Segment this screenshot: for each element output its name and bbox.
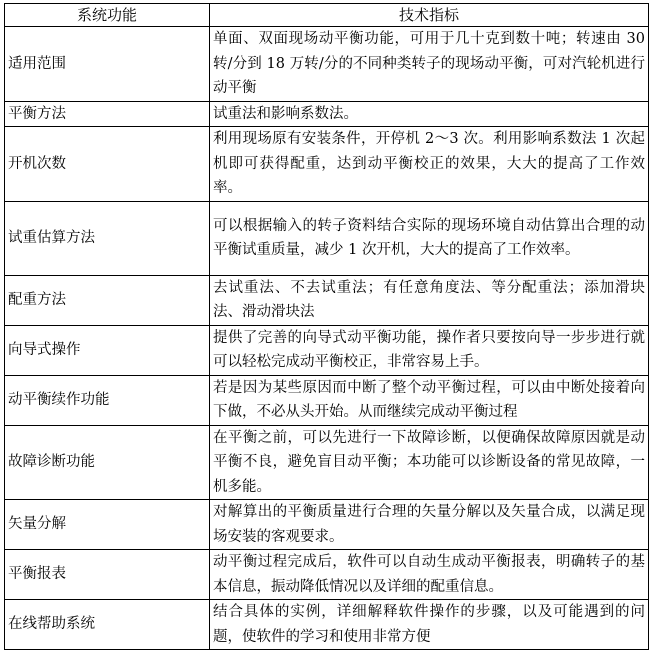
- table-row: [5, 550, 649, 600]
- spec-cell: 若是因为某些原因而中断了整个动平衡过程，可以由中断处接着向下做，不必从头开始。从而继续完成动平衡过程: [210, 375, 649, 425]
- header-function: 系统功能: [5, 4, 210, 27]
- table-row: [5, 127, 649, 202]
- function-cell: 开机次数: [5, 127, 210, 202]
- header-spec: 技术指标: [210, 4, 649, 27]
- spec-cell: 对解算出的平衡质量进行合理的矢量分解以及矢量合成，以满足现场安装的客观要求。: [210, 500, 649, 550]
- spec-table: [4, 3, 649, 650]
- function-cell: 配重方法: [5, 275, 210, 325]
- table-row: [5, 425, 649, 500]
- function-cell: 矢量分解: [5, 500, 210, 550]
- table-row: [5, 325, 649, 375]
- spec-cell: 利用现场原有安装条件，开停机 2～3 次。利用影响系数法 1 次起机即可获得配重，达到动平衡校正的效果，大大的提高了工作效率。: [210, 127, 649, 202]
- table-row: [5, 375, 649, 425]
- spec-cell: 提供了完善的向导式动平衡功能，操作者只要按向导一步步进行就可以轻松完成动平衡校正，非常容易上手。: [210, 325, 649, 375]
- function-cell: 平衡方法: [5, 101, 210, 127]
- function-cell: 试重估算方法: [5, 201, 210, 275]
- table-row: [5, 101, 649, 127]
- function-cell: 在线帮助系统: [5, 600, 210, 650]
- function-cell: 向导式操作: [5, 325, 210, 375]
- spec-cell: 单面、双面现场动平衡功能，可用于几十克到数十吨；转速由 30 转/分到 18 万转/分的不同种类转子的现场动平衡，可对汽轮机进行动平衡: [210, 27, 649, 102]
- table-row: [5, 27, 649, 102]
- spec-cell: 试重法和影响系数法。: [210, 101, 649, 127]
- function-cell: 动平衡续作功能: [5, 375, 210, 425]
- spec-cell: 在平衡之前，可以先进行一下故障诊断，以便确保故障原因就是动平衡不良，避免盲目动平衡；本功能可以诊断设备的常见故障，一机多能。: [210, 425, 649, 500]
- spec-cell: 可以根据输入的转子资料结合实际的现场环境自动估算出合理的动平衡试重质量，减少 1 次开机，大大的提高了工作效率。: [210, 201, 649, 275]
- table-row: [5, 500, 649, 550]
- spec-cell: 动平衡过程完成后，软件可以自动生成动平衡报表，明确转子的基本信息，振动降低情况以及详细的配重信息。: [210, 550, 649, 600]
- function-cell: 平衡报表: [5, 550, 210, 600]
- spec-cell: 去试重法、不去试重法；有任意角度法、等分配重法；添加滑块法、滑动滑块法: [210, 275, 649, 325]
- header-row: [5, 4, 649, 27]
- function-cell: 适用范围: [5, 27, 210, 102]
- spec-cell: 结合具体的实例，详细解释软件操作的步骤，以及可能遇到的问题，使软件的学习和使用非常方便: [210, 600, 649, 650]
- table-row: [5, 600, 649, 650]
- table-row: [5, 275, 649, 325]
- table-row: [5, 201, 649, 275]
- function-cell: 故障诊断功能: [5, 425, 210, 500]
